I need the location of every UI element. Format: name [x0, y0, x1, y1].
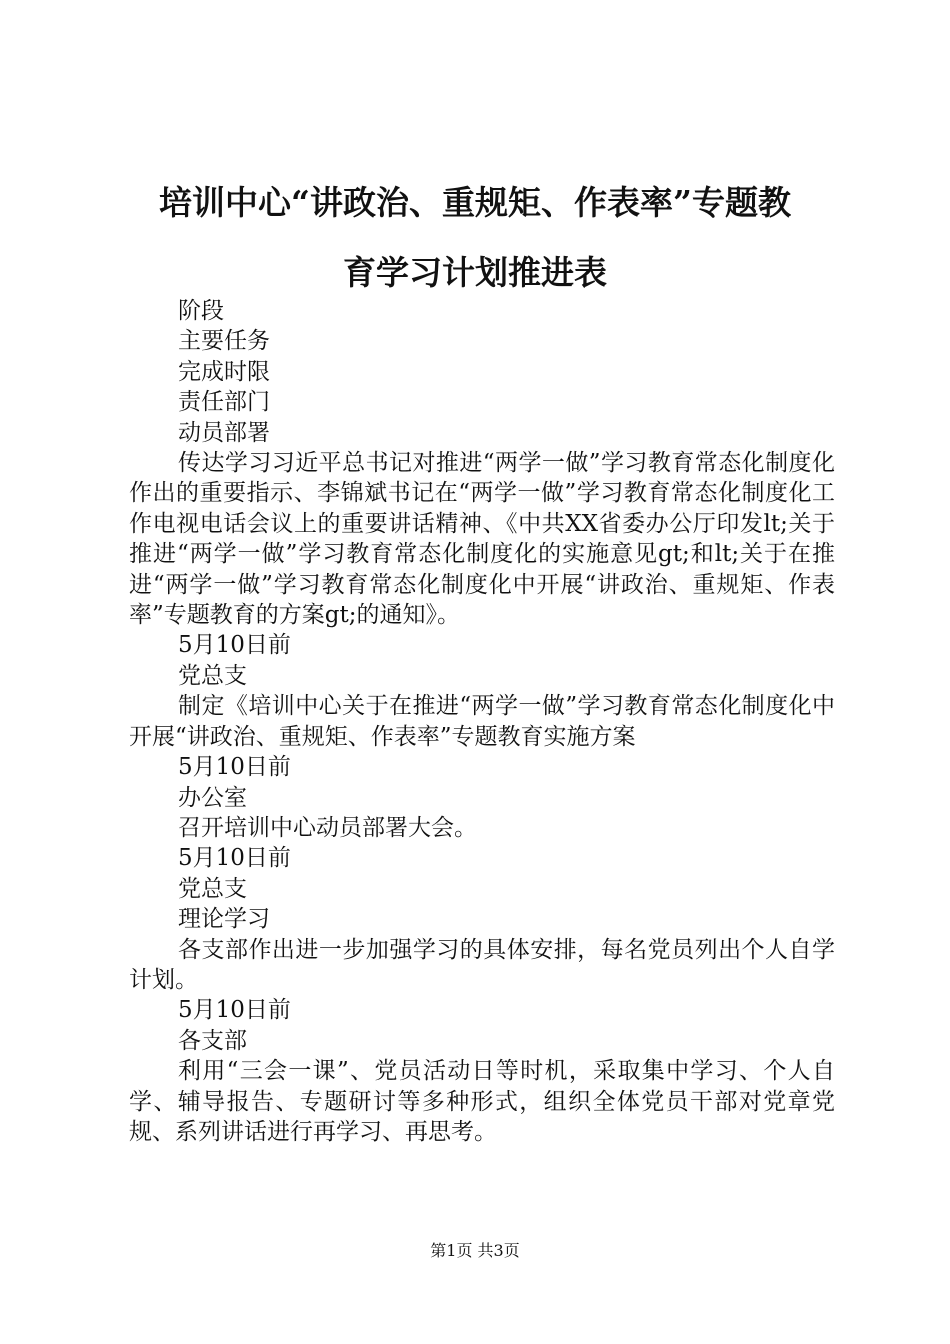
paragraph-department: 办公室: [178, 784, 247, 811]
paragraph-task: 制定《培训中心关于在推进“两学一做”学习教育常态化制度化中开展“讲政治、重规矩、作表率”专题教育实施方案: [129, 693, 835, 750]
paragraph-deadline: 5月10日前: [178, 997, 291, 1024]
paragraph-deadline: 5月10日前: [178, 754, 291, 781]
paragraph-stage-header: 阶段: [178, 298, 224, 324]
paragraph-deadline-header: 完成时限: [178, 358, 270, 385]
paragraph-task: 利用“三会一课”、党员活动日等时机，采取集中学习、个人自学、辅导报告、专题研讨等多种形式，组织全体党员干部对党章党规、系列讲话进行再学习、再思考。: [129, 1058, 835, 1145]
paragraph-task: 召开培训中心动员部署大会。: [178, 814, 477, 841]
paragraph-deadline: 5月10日前: [178, 632, 291, 659]
paragraph-department-header: 责任部门: [178, 389, 270, 416]
paragraph-stage-mobilization: 动员部署: [178, 419, 270, 446]
paragraph-department: 党总支: [178, 662, 247, 689]
paragraph-department: 党总支: [178, 875, 247, 902]
page-number: 第1页 共3页: [430, 1241, 520, 1260]
page-footer: [0, 1240, 950, 1262]
paragraph-task: 各支部作出进一步加强学习的具体安排，每名党员列出个人自学计划。: [129, 936, 835, 993]
title-line-2: 育学习计划推进表: [343, 253, 607, 292]
paragraph-department: 各支部: [178, 1027, 247, 1054]
document-body: [129, 296, 835, 1147]
paragraph-task: 传达学习习近平总书记对推进“两学一做”学习教育常态化制度化作出的重要指示、李锦斌书记在“两学一做”学习教育常态化制度化工作电视电话会议上的重要讲话精神、《中共XX省委办公厅印发lt;关于推进“两学一做”学习教育常态化制度化的实施意见gt;和lt;关于在推进“两学一做”学习教育常态化制度化中开展“讲政治、重规矩、作表率”专题教育的方案gt;的通知》。: [129, 450, 835, 629]
paragraph-deadline: 5月10日前: [178, 845, 291, 872]
paragraph-stage-theory-study: 理论学习: [178, 906, 270, 933]
title-line-1: 培训中心“讲政治、重规矩、作表率”专题教: [159, 183, 791, 222]
document-title: [100, 168, 850, 308]
paragraph-main-task-header: 主要任务: [178, 328, 270, 355]
